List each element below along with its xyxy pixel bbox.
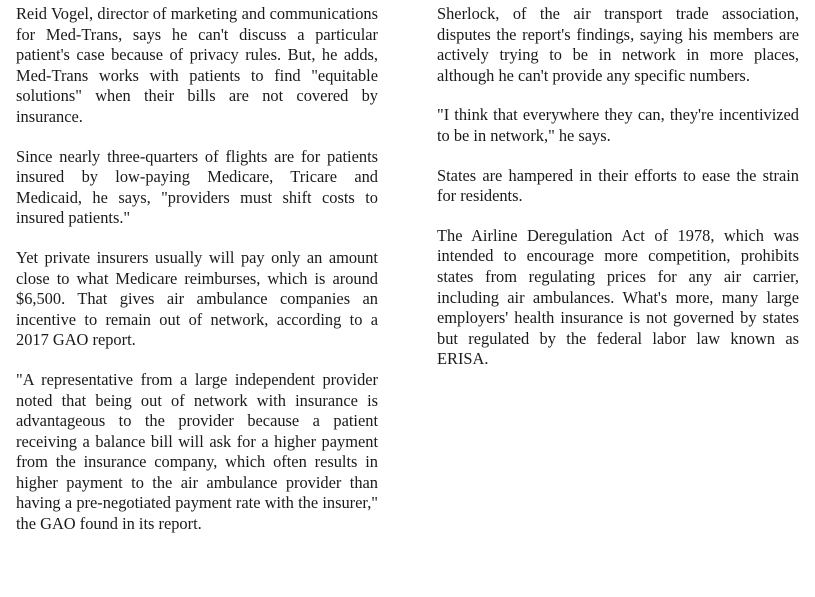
article-column-left — [16, 4, 378, 554]
paragraph-states-hampered: States are hampered in their efforts to ease the strain for residents. — [437, 165, 799, 206]
paragraph-cost-shifting: Since nearly three-quarters of flights are for patients insured by low-paying Medicare, Tricare and Medicaid, he says, "providers must shift costs to insured patients." — [16, 146, 378, 228]
paragraph-sherlock-quote: "I think that everywhere they can, they're incentivized to be in network," he says. — [437, 105, 799, 145]
paragraph-deregulation-act: The Airline Deregulation Act of 1978, which was intended to encourage more competition, prohibits states from regulating prices for any air carrier, including air ambulances. What's more, many large employers' health insurance is not governed by states but regulated by the federal labor law known as ERISA. — [437, 225, 799, 369]
article-column-right — [437, 4, 799, 389]
paragraph-insurer-payment: Yet private insurers usually will pay only an amount close to what Medicare reimburses, which is around $6,500. That gives air ambulance companies an incentive to remain out of network, according to a 2017 GAO report. — [16, 247, 378, 350]
paragraph-vogel-statement: Reid Vogel, director of marketing and communications for Med-Trans, says he can't discuss a particular patient's case because of privacy rules. But, he adds, Med-Trans works with patients to find "equitable solutions" when their bills are not covered by insurance. — [16, 4, 378, 126]
paragraph-gao-quote: "A representative from a large independent provider noted that being out of network with insurance is advantageous to the provider because a patient receiving a balance bill will ask for a higher payment from the insurance company, which often results in higher payment to the air ambulance provider than having a pre-negotiated payment rate with the insurer," the GAO found in its report. — [16, 369, 378, 534]
paragraph-sherlock-dispute: Sherlock, of the air transport trade association, disputes the report's findings, saying his members are actively trying to be in network in more places, although he can't provide any specific numbers. — [437, 4, 799, 85]
